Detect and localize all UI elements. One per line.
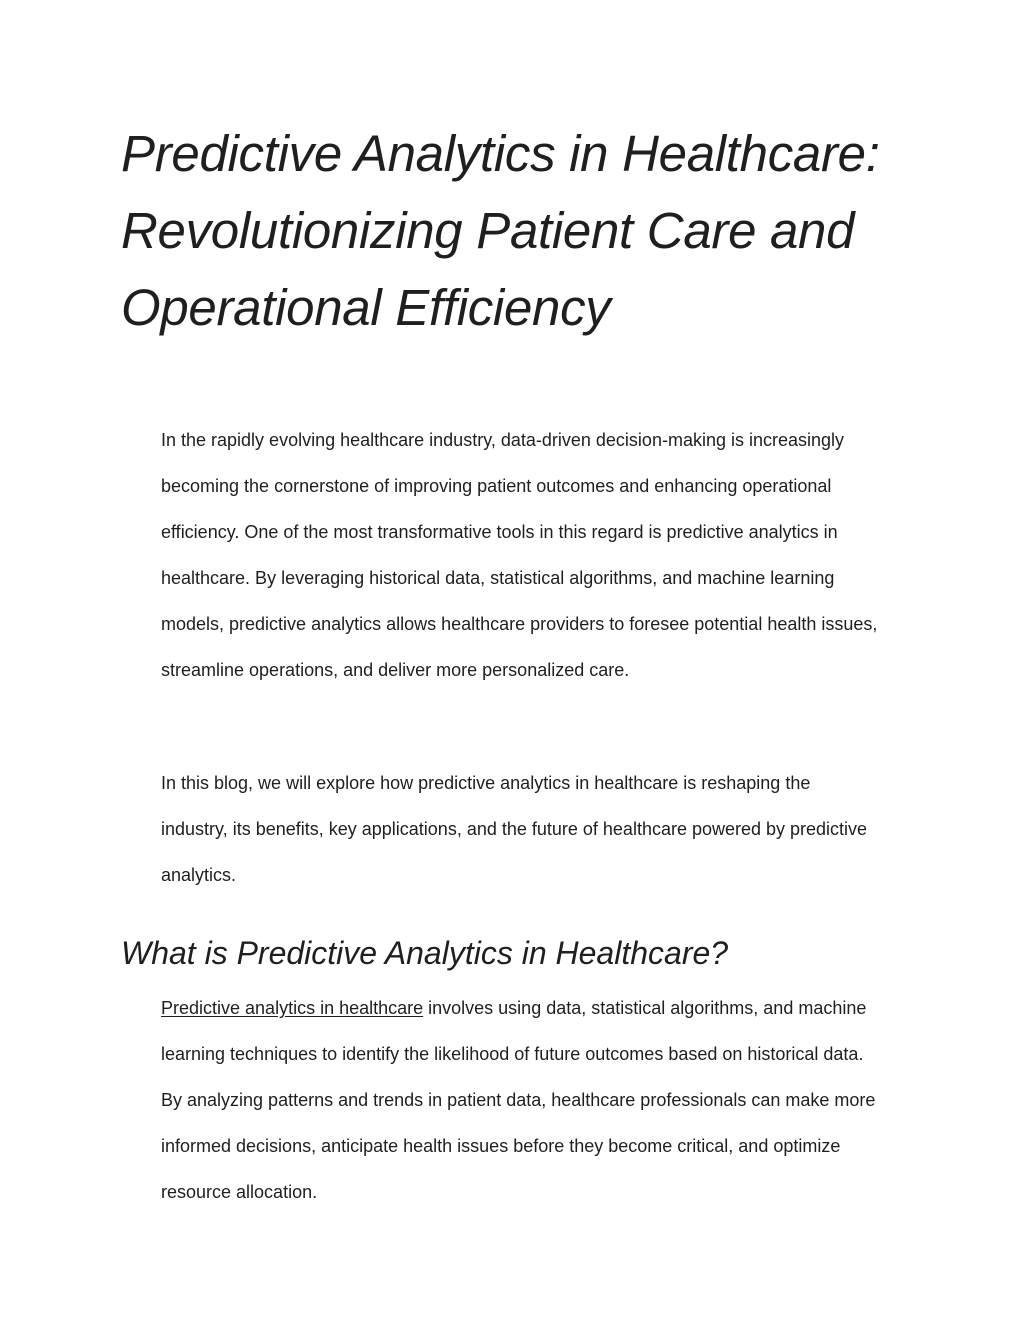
intro-paragraph-1: In the rapidly evolving healthcare industry, data-driven decision-making is increasingly becoming the cornerstone of improving patient outcomes and enhancing operational efficiency. One of the most transformative tools in this regard is predictive analytics in healthcare. By leveraging historical data, statistical algorithms, and machine learning models, predictive analytics allows healthcare providers to foresee potential health issues, streamline operations, and deliver more personalized care. [161, 430, 878, 680]
section-paragraph [161, 985, 881, 1215]
document-title: Predictive Analytics in Healthcare: Revolutionizing Patient Care and Operational Efficiency [121, 125, 880, 336]
predictive-analytics-link[interactable]: Predictive analytics in healthcare [161, 998, 424, 1018]
section-paragraph-text: involves using data, statistical algorithms, and machine learning techniques to identify the likelihood of future outcomes based on historical data. By analyzing patterns and trends in patient data, healthcare professionals can make more informed decisions, anticipate health issues before they become critical, and optimize resource allocation. [161, 998, 876, 1202]
section-heading: What is Predictive Analytics in Healthcare? [121, 935, 729, 971]
intro-paragraph-2: In this blog, we will explore how predictive analytics in healthcare is reshaping the industry, its benefits, key applications, and the future of healthcare powered by predictive analytics. [161, 773, 868, 885]
